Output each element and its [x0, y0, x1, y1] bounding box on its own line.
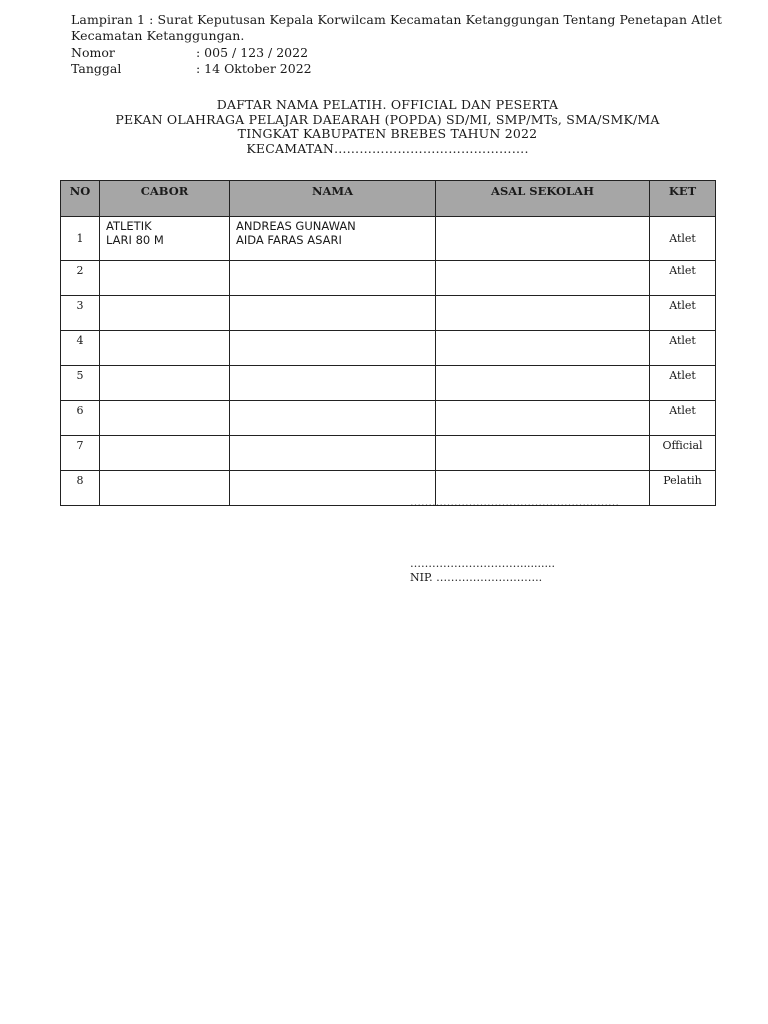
nama-text — [230, 217, 435, 247]
cell-ket: Atlet — [650, 261, 716, 296]
cell-cabor — [100, 217, 230, 261]
cell-nama — [230, 366, 436, 401]
table-row — [61, 401, 716, 436]
cell-no: 7 — [61, 436, 100, 471]
cabor-line-2: LARI 80 M — [106, 233, 164, 247]
cell-nama — [230, 401, 436, 436]
cell-cabor — [100, 436, 230, 471]
cell-no: 1 — [61, 217, 100, 261]
table-header-row — [61, 181, 716, 217]
cell-no: 6 — [61, 401, 100, 436]
cell-cabor — [100, 331, 230, 366]
cell-cabor — [100, 296, 230, 331]
cell-nama — [230, 296, 436, 331]
cell-ket: Atlet — [650, 366, 716, 401]
cell-asal-sekolah — [436, 261, 650, 296]
cabor-text — [100, 217, 229, 247]
signature-nip: NIP. ……………………….. — [410, 571, 543, 584]
cell-ket: Atlet — [650, 331, 716, 366]
cell-asal-sekolah — [436, 401, 650, 436]
appendix-line-1: Lampiran 1 : Surat Keputusan Kepala Korwilcam Kecamatan Ketanggungan Tentang Penetapan Atlet — [71, 12, 722, 27]
header-asal-sekolah: ASAL SEKOLAH — [436, 181, 650, 217]
signature-name: ………………………….......... — [410, 557, 555, 570]
cell-no: 3 — [61, 296, 100, 331]
cell-no: 2 — [61, 261, 100, 296]
table-row — [61, 261, 716, 296]
cell-cabor — [100, 471, 230, 506]
cabor-line-1: ATLETIK — [106, 219, 152, 233]
cell-asal-sekolah — [436, 436, 650, 471]
table-row — [61, 217, 716, 261]
header-ket: KET — [650, 181, 716, 217]
cell-ket: Pelatih — [650, 471, 716, 506]
cell-no: 4 — [61, 331, 100, 366]
header-no: NO — [61, 181, 100, 217]
signature-place-date: ………………………………………………… — [410, 496, 619, 509]
nomor-label: Nomor — [71, 45, 115, 60]
tanggal-value: : 14 Oktober 2022 — [196, 61, 312, 76]
nomor-row — [71, 45, 312, 61]
cell-nama — [230, 436, 436, 471]
title-line-2: PEKAN OLAHRAGA PELAJAR DAEARAH (POPDA) SD/MI, SMP/MTs, SMA/SMK/MA — [115, 111, 660, 127]
cell-cabor — [100, 366, 230, 401]
cell-ket: Atlet — [650, 217, 716, 261]
cell-nama — [230, 331, 436, 366]
table-row — [61, 296, 716, 331]
header-cabor: CABOR — [100, 181, 230, 217]
cell-no: 8 — [61, 471, 100, 506]
cell-asal-sekolah — [436, 296, 650, 331]
nomor-value: : 005 / 123 / 2022 — [196, 45, 309, 60]
nama-line-2: AIDA FARAS ASARI — [236, 233, 342, 247]
table-row — [61, 331, 716, 366]
appendix-line-2: Kecamatan Ketanggungan. — [71, 28, 245, 43]
title-line-4: KECAMATAN………………………………………. — [246, 140, 529, 156]
cell-asal-sekolah — [436, 366, 650, 401]
table-row — [61, 436, 716, 471]
cell-no: 5 — [61, 366, 100, 401]
title-line-1: DAFTAR NAMA PELATIH. OFFICIAL DAN PESERTA — [216, 97, 559, 112]
cell-cabor — [100, 401, 230, 436]
cell-ket: Atlet — [650, 401, 716, 436]
cell-cabor — [100, 261, 230, 296]
cell-nama — [230, 217, 436, 261]
header-nama: NAMA — [230, 181, 436, 217]
cell-asal-sekolah — [436, 217, 650, 261]
tanggal-label: Tanggal — [71, 61, 122, 76]
table-row — [61, 366, 716, 401]
cell-nama — [230, 261, 436, 296]
cell-asal-sekolah — [436, 331, 650, 366]
cell-ket: Official — [650, 436, 716, 471]
participant-table — [60, 180, 716, 506]
document-title — [60, 98, 715, 156]
letter-meta — [71, 45, 312, 77]
nama-line-1: ANDREAS GUNAWAN — [236, 219, 356, 233]
cell-nama — [230, 471, 436, 506]
cell-ket: Atlet — [650, 296, 716, 331]
tanggal-row — [71, 61, 312, 77]
appendix-heading — [71, 12, 731, 44]
title-line-3: TINGKAT KABUPATEN BREBES TAHUN 2022 — [237, 126, 538, 141]
